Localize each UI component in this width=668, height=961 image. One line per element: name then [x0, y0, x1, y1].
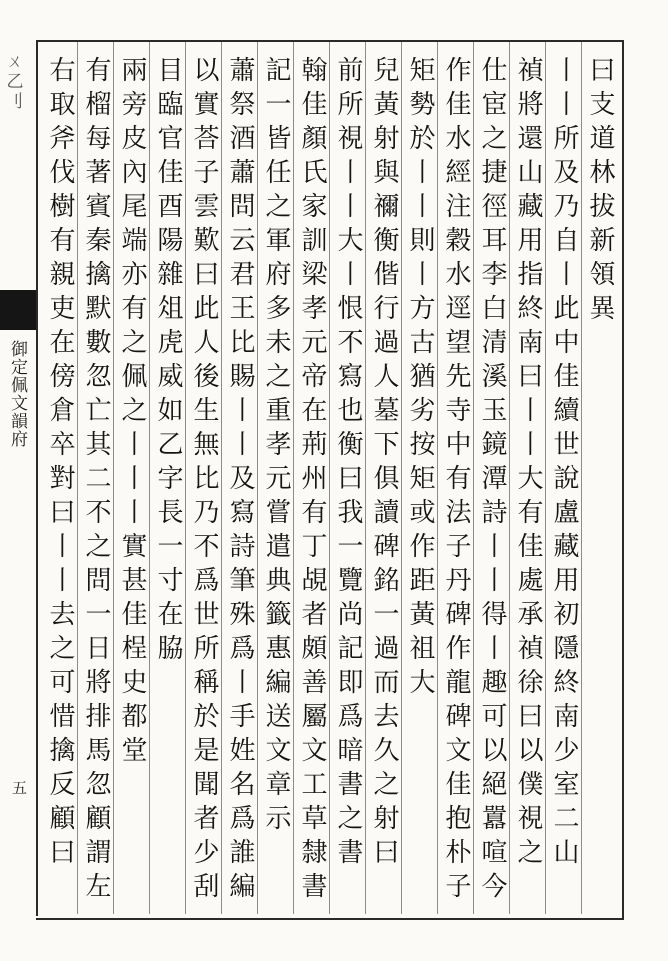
- column-rule: [149, 42, 150, 914]
- text-column: 記一皆任之軍府多未之重孝元嘗遣典籤惠編送文章示: [261, 56, 291, 838]
- text-column: 禎將還山藏用指終南曰丨丨大有佳處承禎徐曰以僕視之: [513, 56, 543, 872]
- text-column: 仕宦之捷徑耳李白清溪玉鏡潭詩丨丨得丨趣可以絕囂喧今: [477, 56, 507, 906]
- column-rule: [437, 42, 438, 914]
- text-column: 曰支道林拔新領異: [585, 56, 615, 328]
- gutter-top-marks: ㄨ乙刂: [6, 52, 24, 112]
- text-column: 以實荅子雲歎曰此人後生無比乃不爲世所稱於是聞者少刮: [189, 56, 219, 906]
- column-rule: [365, 42, 366, 914]
- text-column: 作佳水經注穀水逕望先寺中有法子丹碑作龍碑文佳抱朴子: [441, 56, 471, 906]
- column-rule: [473, 42, 474, 914]
- column-rule: [257, 42, 258, 914]
- page-gutter: [0, 40, 38, 916]
- text-column: 目臨官佳酉陽雜俎虎威如乙字長一寸在脇: [153, 56, 183, 668]
- text-column: 翰佳顏氏家訓梁孝元帝在荊州有丁覘者頗善屬文工草隸書: [297, 56, 327, 906]
- column-rule: [329, 42, 330, 914]
- text-column: 兒黃射與禰衡偕行過人墓下俱讀碑銘一過而去久之射曰: [369, 56, 399, 872]
- column-rule: [77, 42, 78, 914]
- column-rule: [509, 42, 510, 914]
- text-column: 蕭祭酒蕭問云君王比賜丨丨及寫詩筆殊爲丨手姓名爲誰編: [225, 56, 255, 906]
- text-column: 矩勢於丨丨則丨方古猶劣按矩或作距黃祖大: [405, 56, 435, 702]
- column-rule: [581, 42, 582, 914]
- text-column: 兩旁皮內尾端亦有之佩之丨丨丨實甚佳桯史都堂: [117, 56, 147, 770]
- column-rule: [221, 42, 222, 914]
- gutter-black-band: [0, 290, 36, 330]
- text-column: 丨丨所及乃自丨此中佳續世說盧藏用初隱終南少室二山: [549, 56, 579, 872]
- column-rule: [185, 42, 186, 914]
- column-rule: [293, 42, 294, 914]
- text-column: 右取斧伐樹有親吏在傍倉卒對曰丨丨去之可惜擒反顧曰: [45, 56, 75, 872]
- column-rule: [401, 42, 402, 914]
- text-column: 前所視丨丨大丨恨不寫也衡曰我一覽尚記即爲暗書之書: [333, 56, 363, 872]
- text-column: 有榴每著賓秦擒默數忽亡其二不之問一日將排馬忽顧謂左: [81, 56, 111, 906]
- column-rule: [545, 42, 546, 914]
- gutter-page-number: 五: [10, 780, 28, 795]
- gutter-book-title: 御定佩文韻府: [7, 340, 27, 448]
- column-rule: [113, 42, 114, 914]
